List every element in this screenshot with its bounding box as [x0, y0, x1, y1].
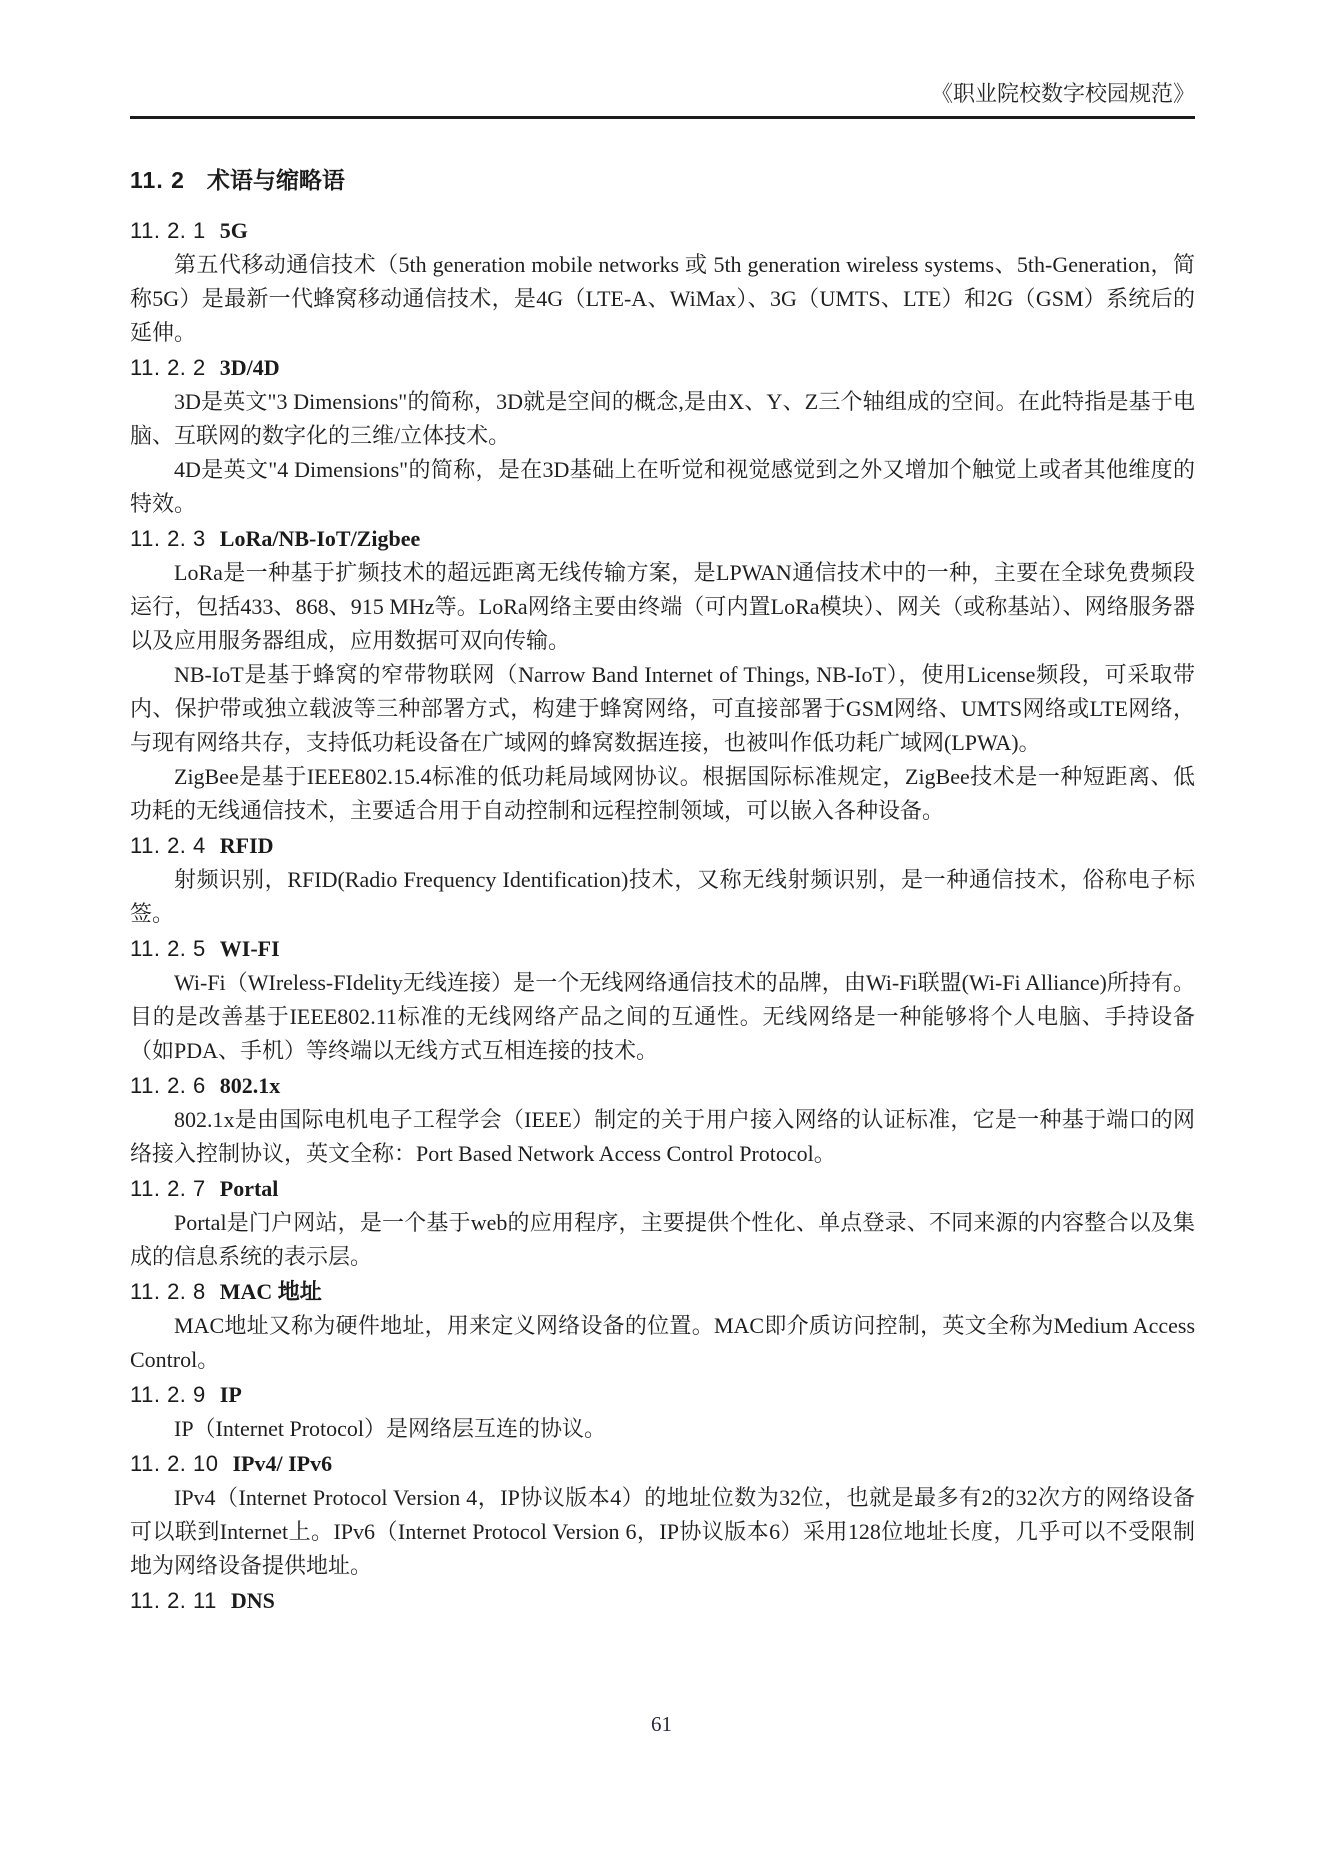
section-term: RFID [219, 833, 274, 858]
paragraph: IP（Internet Protocol）是网络层互连的协议。 [174, 1416, 607, 1441]
section-3d4d [130, 350, 1195, 521]
header-title: 《职业院校数字校园规范》 [930, 81, 1195, 106]
section-ip [130, 1377, 1195, 1446]
section-term: LoRa/NB-IoT/Zigbee [219, 526, 421, 551]
page-content [130, 159, 1195, 1618]
section-term: 802.1x [219, 1073, 281, 1098]
paragraph: ZigBee是基于IEEE802.15.4标准的低功耗局域网协议。根据国际标准规定，ZigBee技术是一种短距离、低功耗的无线通信技术，主要适合用于自动控制和远程控制领域，可以嵌入各种设备。 [130, 764, 1195, 823]
paragraph: 3D是英文"3 Dimensions"的简称，3D就是空间的概念,是由X、Y、Z三个轴组成的空间。在此特指是基于电脑、互联网的数字化的三维/立体技术。 [130, 389, 1195, 448]
section-term: WI-FI [219, 936, 280, 961]
section-8021x [130, 1068, 1195, 1171]
section-5g [130, 213, 1195, 350]
chapter-number: 11. 2 [130, 167, 185, 193]
section-term: IP [219, 1382, 242, 1407]
paragraph: Wi-Fi（WIreless-FIdelity无线连接）是一个无线网络通信技术的品牌，由Wi-Fi联盟(Wi-Fi Alliance)所持有。目的是改善基于IEEE802.11标准的无线网络产品之间的互通性。无线网络是一种能够将个人电脑、手持设备（如PDA、手机）等终端以无线方式互相连接的技术。 [130, 970, 1195, 1063]
paragraph: MAC地址又称为硬件地址，用来定义网络设备的位置。MAC即介质访问控制，英文全称为Medium Access Control。 [130, 1313, 1195, 1372]
page-header [0, 0, 1323, 106]
paragraph: 802.1x是由国际电机电子工程学会（IEEE）制定的关于用户接入网络的认证标准，它是一种基于端口的网络接入控制协议，英文全称：Port Based Network Access Control Protocol。 [130, 1107, 1195, 1166]
section-term: 5G [219, 218, 248, 243]
section-heading [130, 931, 1195, 966]
paragraph: Portal是门户网站，是一个基于web的应用程序，主要提供个性化、单点登录、不同来源的内容整合以及集成的信息系统的表示层。 [130, 1210, 1195, 1269]
page-number: 61 [651, 1712, 672, 1736]
section-number: 11. 2. 3 [130, 526, 206, 551]
paragraph: IPv4（Internet Protocol Version 4，IP协议版本4）的地址位数为32位，也就是最多有2的32次方的网络设备可以联到Internet上。IPv6（Internet Protocol Version 6，IP协议版本6）采用128位地址长度，几乎可以不受限制地为网络设备提供地址。 [130, 1485, 1195, 1578]
chapter-heading [130, 159, 1195, 201]
paragraph: 射频识别，RFID(Radio Frequency Identification)技术，又称无线射频识别，是一种通信技术，俗称电子标签。 [130, 867, 1195, 926]
section-term: 3D/4D [219, 355, 280, 380]
section-heading [130, 213, 1195, 248]
section-heading [130, 828, 1195, 863]
section-number: 11. 2. 11 [130, 1588, 217, 1613]
section-heading [130, 521, 1195, 556]
section-term: IPv4/ IPv6 [232, 1451, 333, 1476]
section-heading [130, 1068, 1195, 1103]
section-term: MAC 地址 [219, 1279, 322, 1304]
section-number: 11. 2. 1 [130, 218, 206, 243]
section-lora-nbiot-zigbee [130, 521, 1195, 828]
section-number: 11. 2. 8 [130, 1279, 206, 1304]
section-term: DNS [230, 1588, 275, 1613]
paragraph: 第五代移动通信技术（5th generation mobile networks 或 5th generation wireless systems、5th-Generation，简称5G）是最新一代蜂窝移动通信技术，是4G（LTE-A、WiMax）、3G（UMTS、LTE）和2G（GSM）系统后的延伸。 [130, 252, 1195, 345]
section-heading [130, 1377, 1195, 1412]
paragraph: 4D是英文"4 Dimensions"的简称，是在3D基础上在听觉和视觉感觉到之外又增加个触觉上或者其他维度的特效。 [130, 457, 1195, 516]
section-number: 11. 2. 10 [130, 1451, 219, 1476]
paragraph: LoRa是一种基于扩频技术的超远距离无线传输方案，是LPWAN通信技术中的一种，主要在全球免费频段运行，包括433、868、915 MHz等。LoRa网络主要由终端（可内置LoRa模块）、网关（或称基站）、网络服务器以及应用服务器组成，应用数据可双向传输。 [130, 560, 1195, 653]
section-heading [130, 350, 1195, 385]
paragraph: NB-IoT是基于蜂窝的窄带物联网（Narrow Band Internet of Things, NB-IoT），使用License频段，可采取带内、保护带或独立载波等三种部署方式，构建于蜂窝网络，可直接部署于GSM网络、UMTS网络或LTE网络，与现有网络共存，支持低功耗设备在广域网的蜂窝数据连接，也被叫作低功耗广域网(LPWA)。 [130, 662, 1195, 755]
chapter-title: 术语与缩略语 [206, 167, 345, 193]
section-number: 11. 2. 7 [130, 1176, 206, 1201]
section-heading [130, 1583, 1195, 1618]
section-dns [130, 1583, 1195, 1618]
section-wifi [130, 931, 1195, 1068]
section-ipv4-ipv6 [130, 1446, 1195, 1583]
section-number: 11. 2. 4 [130, 833, 206, 858]
section-term: Portal [219, 1176, 279, 1201]
section-rfid [130, 828, 1195, 931]
section-heading [130, 1446, 1195, 1481]
section-number: 11. 2. 9 [130, 1382, 206, 1407]
section-number: 11. 2. 5 [130, 936, 206, 961]
header-rule [130, 116, 1195, 119]
section-heading [130, 1274, 1195, 1309]
section-number: 11. 2. 6 [130, 1073, 206, 1098]
section-portal [130, 1171, 1195, 1274]
section-mac-address [130, 1274, 1195, 1377]
section-heading [130, 1171, 1195, 1206]
section-number: 11. 2. 2 [130, 355, 206, 380]
